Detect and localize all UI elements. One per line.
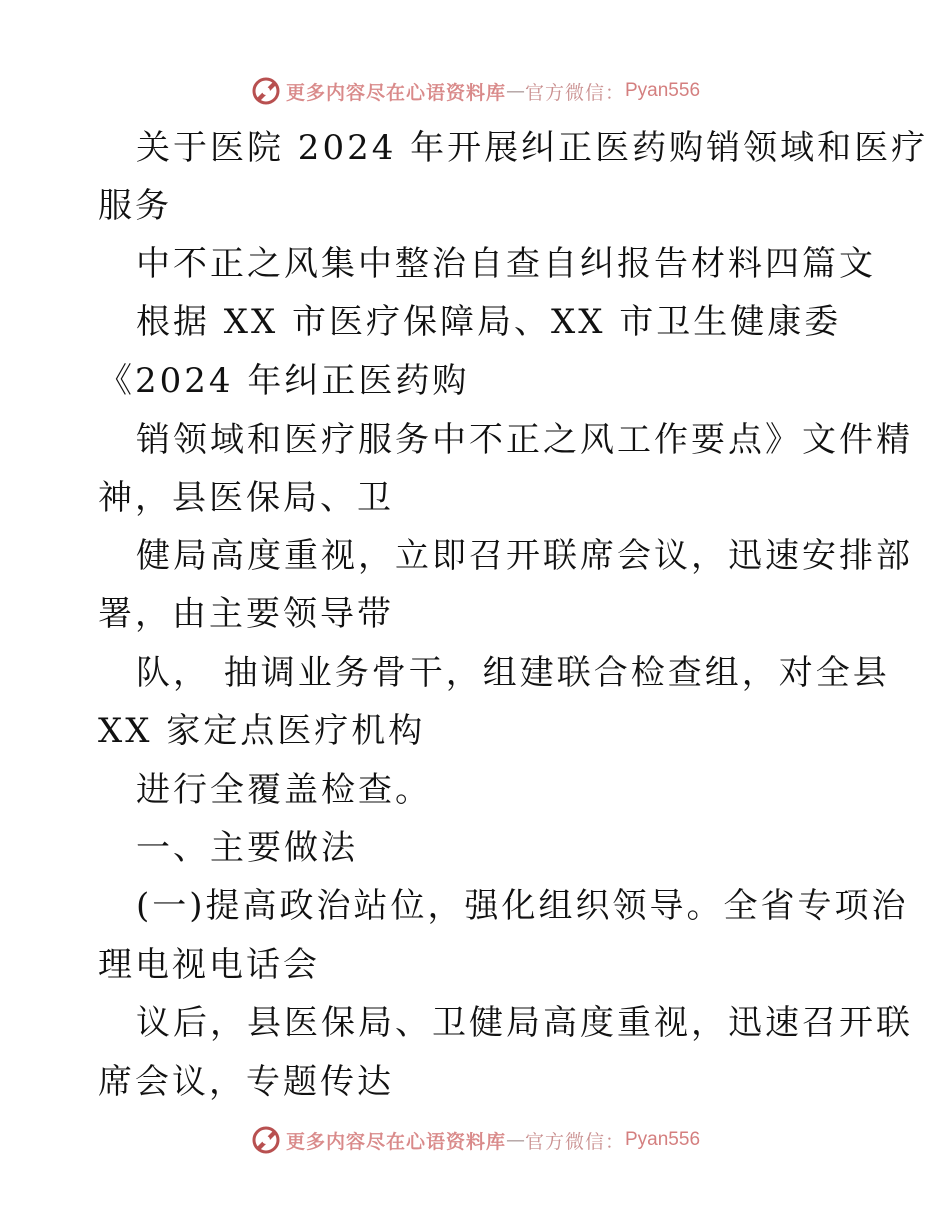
paragraph-line: 根据 XX 市医疗保障局、XX 市卫生健康委: [136, 302, 842, 342]
paragraph-line: 队， 抽调业务骨干，组建联合检查组，对全县: [136, 653, 890, 693]
watermark-wechat-id: Pyan556: [625, 80, 701, 101]
paragraph-line: 议后，县医保局、卫健局高度重视，迅速召开联: [136, 1003, 913, 1043]
paragraph-line: 理电视电话会: [98, 945, 320, 985]
watermark-wechat-id: Pyan556: [625, 1129, 701, 1150]
paragraph-line: 神，县医保局、卫: [98, 478, 394, 518]
watermark-label: 官方微信：: [524, 81, 625, 104]
watermark-separator: —: [505, 1129, 525, 1151]
watermark-header: [0, 74, 950, 108]
document-title-line-2: 服务: [98, 186, 172, 226]
paragraph-line: 销领域和医疗服务中不正之风工作要点》文件精: [136, 420, 913, 460]
watermark-brand: 更多内容尽在心语资料库: [285, 81, 506, 104]
paragraph-line: 席会议，专题传达: [98, 1062, 394, 1102]
watermark-label: 官方微信：: [524, 1130, 625, 1153]
document-title-line-3: 中不正之风集中整治自查自纠报告材料四篇文: [136, 244, 876, 284]
watermark-brand: 更多内容尽在心语资料库: [285, 1130, 506, 1153]
section-heading: 一、主要做法: [136, 828, 358, 868]
quill-seal-icon: [250, 75, 282, 107]
paragraph-line: 《2024 年纠正医药购: [98, 361, 470, 401]
paragraph-line: 健局高度重视，立即召开联席会议，迅速安排部: [136, 536, 913, 576]
watermark-separator: —: [505, 80, 525, 102]
document-title-line-1: 关于医院 2024 年开展纠正医药购销领域和医疗: [136, 128, 929, 168]
paragraph-line: (一)提高政治站位，强化组织领导。全省专项治: [136, 886, 909, 926]
paragraph-line: XX 家定点医疗机构: [98, 711, 426, 751]
watermark-footer: [0, 1123, 950, 1157]
quill-seal-icon: [250, 1124, 282, 1156]
paragraph-line: 进行全覆盖检查。: [136, 770, 432, 810]
paragraph-line: 署，由主要领导带: [98, 594, 394, 634]
